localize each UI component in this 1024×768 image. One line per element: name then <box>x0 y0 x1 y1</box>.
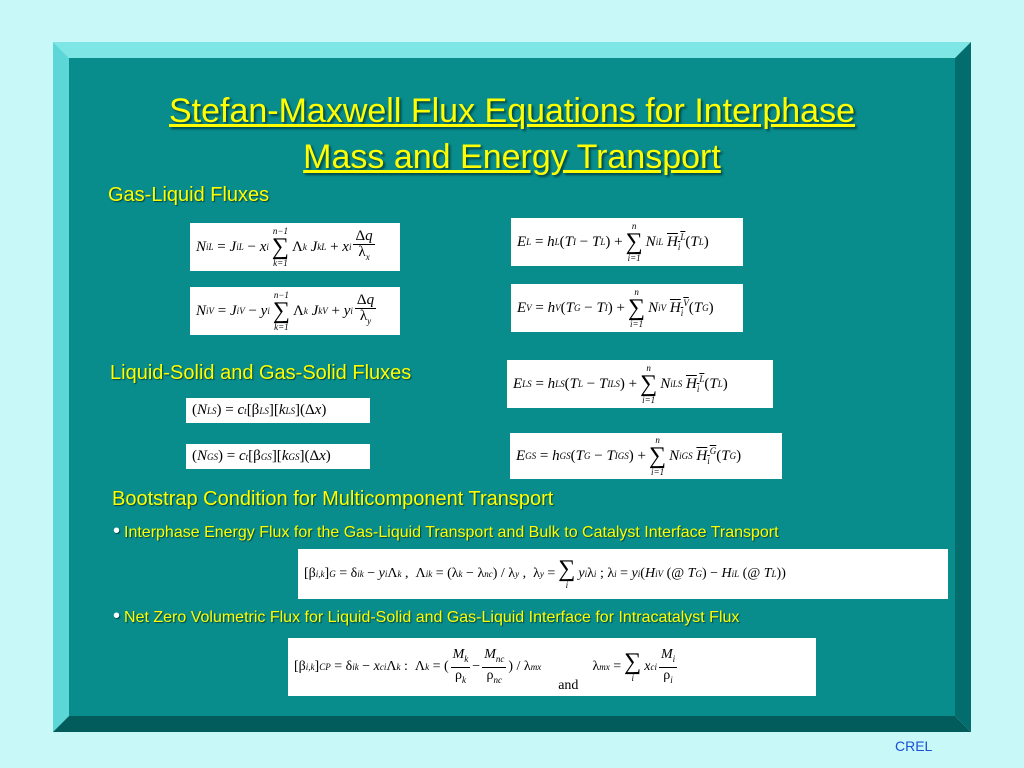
bullet-energy-flux-text: Interphase Energy Flux for the Gas-Liquid Transport and Bulk to Catalyst Interface Transport <box>124 524 779 541</box>
slide-frame-left <box>53 42 69 732</box>
footer-crel: CREL <box>895 738 933 754</box>
and-connector: and <box>558 678 579 693</box>
bullet-icon: • <box>113 605 121 627</box>
equation-liquid-molar-flux: N i L = J i L − x i n−1 ∑ k=1 Λ k J k L + x i $\frac{\Delta q}{\lambda_x}$ <box>190 223 400 271</box>
section-gas-liquid: Gas-Liquid Fluxes <box>108 184 270 206</box>
slide-frame-right <box>955 42 971 732</box>
equation-bootstrap-gas: [β i,k ] G = δ ik − y i Λ k , Λ ik = (λ k − λ nc ) / λ y , λ y = ∑ i y i λ i ; λ i = y i ( H i V (@ T G ) − H i L (@ T L )) <box>298 549 948 599</box>
equation-gas-solid-flux: ( N GS ) = c t [β GS ][ k GS ](Δ x ) <box>186 444 370 469</box>
bullet-energy-flux <box>113 521 783 543</box>
equation-vapor-molar-flux: N i V = J i V − y i n−1 ∑ k=1 Λ k J k V + y i $\frac{\Delta q}{\lambda_y}$ <box>190 287 400 335</box>
bullet-icon: • <box>113 520 121 542</box>
section-liquid-solid: Liquid-Solid and Gas-Solid Fluxes <box>110 362 412 384</box>
equation-vapor-energy-flux: E V = h V ( T G − T I ) + n ∑ i=1 N i V $H_i^V$ ( T G ) <box>511 284 743 332</box>
bullet-volumetric-flux <box>113 606 753 628</box>
slide-title <box>69 88 955 180</box>
equation-bootstrap-catalyst: [β i,k ] CP = δ ik − x ci Λ k : Λ k = ( $\frac{M_k}{\rho_k}$ − $\frac{M_{nc}}{\rho_{nc}}$ ) / λ mx and λ mx = ∑ i x ci $\frac{M_i}{\rho_i}$ <box>288 638 816 696</box>
slide-title-line-1: Stefan-Maxwell Flux Equations for Interphase <box>168 92 855 130</box>
equation-gas-solid-energy-flux: E GS = h GS ( T G − T IGS ) + n ∑ i=1 N i GS $H_i^G$ ( T G ) <box>510 433 782 479</box>
bullet-volumetric-flux-text: Net Zero Volumetric Flux for Liquid-Solid and Gas-Liquid Interface for Intracatalyst Flux <box>124 609 740 626</box>
slide-frame-top <box>53 42 971 58</box>
slide-frame-bottom <box>53 716 971 732</box>
equation-liquid-solid-energy-flux: E LS = h LS ( T L − T ILS ) + n ∑ i=1 N i LS $H_i^L$ ( T L ) <box>507 360 773 408</box>
equation-liquid-energy-flux: E L = h L ( T I − T L ) + n ∑ i=1 N i L $H_i^L$ ( T L ) <box>511 218 743 266</box>
equation-liquid-solid-flux: ( N LS ) = c t [β LS ][ k LS ](Δ x ) <box>186 398 370 423</box>
section-bootstrap: Bootstrap Condition for Multicomponent Transport <box>112 488 554 510</box>
slide-title-line-2: Mass and Energy Transport <box>303 138 721 176</box>
